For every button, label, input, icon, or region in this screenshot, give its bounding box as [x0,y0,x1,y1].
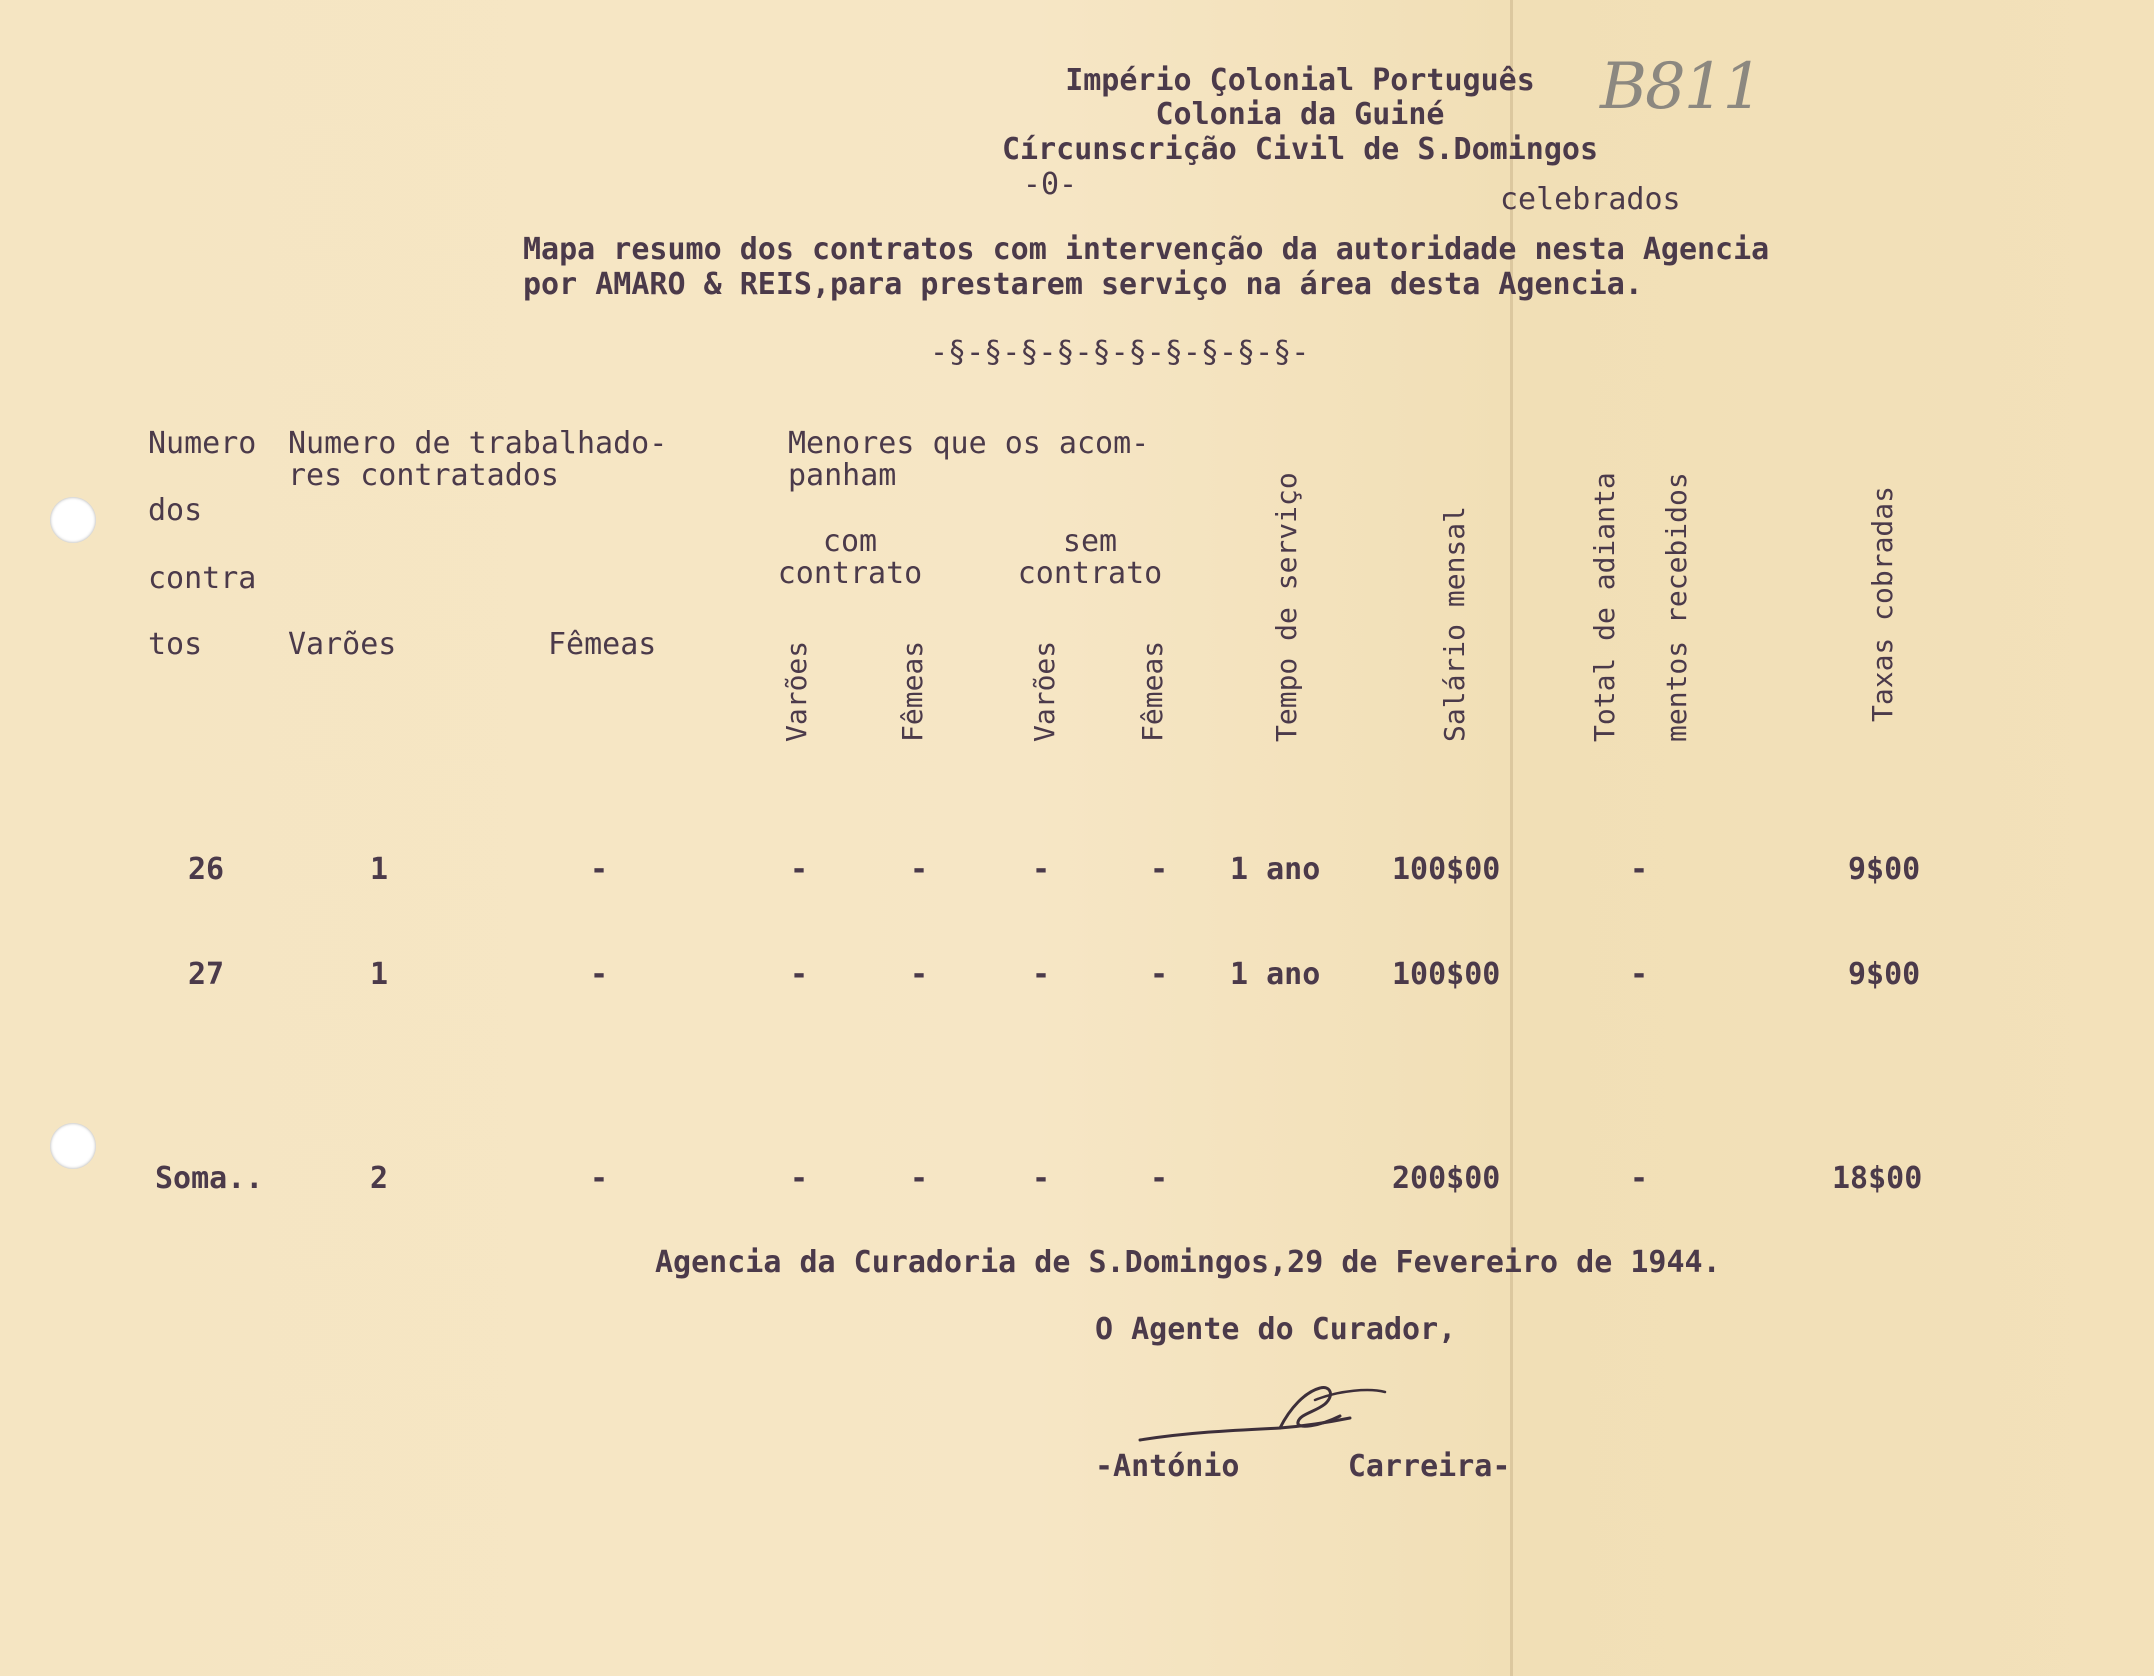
header-tempo-servico: Tempo de serviço [1270,472,1303,742]
row1-varoes: 1 [370,852,389,887]
header-menores-femeas-sem: Fêmeas [1136,640,1169,742]
punch-hole [50,1123,96,1169]
header-separator: -0- [1022,167,1078,202]
total-varoes: 2 [370,1161,389,1196]
header-trabalhadores-2: res contratados [288,458,559,493]
header-line-3: Círcunscrição Civil de S.Domingos [1001,132,1599,167]
row1-menores-femeas-sem: - [1150,852,1169,887]
row2-varoes: 1 [370,957,389,992]
header-total-adiantamentos-1: Total de adianta [1588,472,1621,742]
total-adiantamentos: - [1630,1161,1649,1196]
header-line-2: Colonia da Guiné [1155,97,1445,132]
intro-celebrados: celebrados [1500,182,1681,217]
row1-menores-varoes-com: - [790,852,809,887]
intro-line-1: Mapa resumo dos contratos com intervenção da autoridade nesta Agencia [523,232,1770,267]
total-salario: 200$00 [1392,1161,1501,1196]
row1-femeas: - [590,852,609,887]
total-femeas: - [590,1161,609,1196]
header-numero-3: contra [148,561,257,596]
intro-ornament: -§-§-§-§-§-§-§-§-§-§- [930,335,1310,370]
row1-tempo: 1 ano [1230,852,1321,887]
header-numero-4: tos [148,627,203,662]
row2-tempo: 1 ano [1230,957,1321,992]
header-menores-varoes-com: Varões [780,640,813,742]
header-sem-1: sem [1062,524,1118,559]
row2-menores-varoes-sem: - [1032,957,1051,992]
header-taxas-cobradas: Taxas cobradas [1866,485,1899,722]
punch-hole [50,497,96,543]
handwritten-signature [1130,1370,1410,1460]
row1-menores-femeas-com: - [910,852,929,887]
header-menores-2: panham [788,458,897,493]
archive-mark: B811 [1600,50,1762,124]
header-varoes: Varões [288,627,397,662]
row2-numero: 27 [188,957,225,992]
signature-name: -António Carreira- [1095,1449,1511,1484]
header-total-adiantamentos-2: mentos recebidos [1660,472,1693,742]
header-com-2: contrato [777,556,923,591]
row2-salario: 100$00 [1392,957,1501,992]
header-menores-femeas-com: Fêmeas [896,640,929,742]
row2-menores-varoes-com: - [790,957,809,992]
header-salario-mensal: Salário mensal [1438,505,1471,742]
row2-menores-femeas-com: - [910,957,929,992]
total-menores-varoes-sem: - [1032,1161,1051,1196]
row2-femeas: - [590,957,609,992]
row1-salario: 100$00 [1392,852,1501,887]
row2-taxas: 9$00 [1848,957,1921,992]
header-sem-2: contrato [1017,556,1163,591]
header-femeas: Fêmeas [548,627,657,662]
header-numero-1: Numero [148,426,257,461]
row1-adiantamentos: - [1630,852,1649,887]
row1-taxas: 9$00 [1848,852,1921,887]
total-menores-varoes-com: - [790,1161,809,1196]
intro-line-2: por AMARO & REIS,para prestarem serviço na área desta Agencia. [523,267,1643,302]
header-menores-1: Menores que os acom- [788,426,1150,461]
agent-role: O Agente do Curador, [1095,1312,1457,1347]
header-line-1: Império Çolonial Português [1065,63,1535,98]
row2-menores-femeas-sem: - [1150,957,1169,992]
total-label: Soma.. [155,1161,264,1196]
total-taxas: 18$00 [1832,1161,1923,1196]
row2-adiantamentos: - [1630,957,1649,992]
header-com-1: com [822,524,878,559]
header-numero-2: dos [148,493,203,528]
header-trabalhadores-1: Numero de trabalhado- [288,426,668,461]
row1-numero: 26 [188,852,225,887]
total-menores-femeas-sem: - [1150,1161,1169,1196]
row1-menores-varoes-sem: - [1032,852,1051,887]
header-menores-varoes-sem: Varões [1028,640,1061,742]
place-date: Agencia da Curadoria de S.Domingos,29 de Fevereiro de 1944. [655,1245,1721,1280]
total-menores-femeas-com: - [910,1161,929,1196]
